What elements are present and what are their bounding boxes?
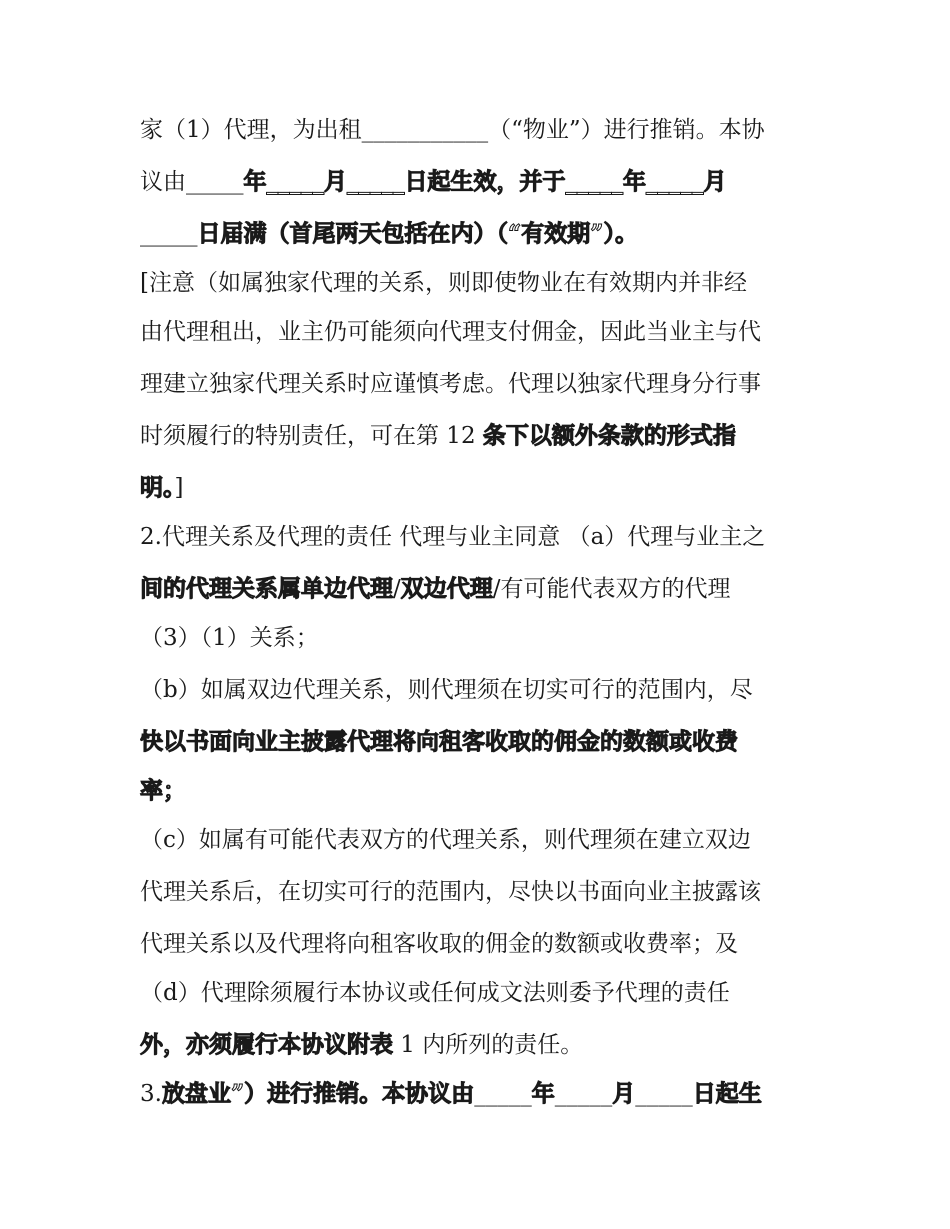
text-span: 由代理租出，业主仍可能须向代理支付佣金，因此当业主与代: [140, 319, 761, 345]
text-span: （3）（1）关系；: [140, 625, 319, 651]
text-span: _____: [474, 1081, 532, 1107]
text-span: [注意（如属独家代理的关系，则即使物业在有效期内并非经: [140, 270, 747, 296]
text-line: [140, 219, 638, 249]
text-line: [140, 369, 761, 399]
outlined-text-span: 放盘业”）进行推销。本协议由: [161, 1080, 475, 1107]
outlined-text-span: 明。: [140, 474, 175, 501]
outlined-text-span: 快以书面向业主披露代理将向租客收取的佣金的数额或收费: [140, 728, 738, 755]
outlined-text-span: 日届满（首尾两天包括在内）（“有效期”）。: [197, 220, 638, 247]
text-line: [140, 825, 751, 855]
outlined-text-span: 条下以额外条款的形式指: [482, 422, 736, 449]
text-span: 代理关系以及代理将向租客收取的佣金的数额或收费率；及: [140, 931, 738, 957]
text-span: _____: [554, 1081, 613, 1107]
text-line: [140, 268, 747, 298]
text-span: 理建立独家代理关系时应谨慎考虑。代理以独家代理身分行事: [140, 371, 761, 397]
text-span: 时须履行的特别责任，可在第 12: [140, 423, 483, 449]
text-line: [140, 675, 753, 705]
outlined-text-span: 率；: [140, 777, 186, 804]
text-span: 代理关系后，在切实可行的范围内，尽快以书面向业主披露该: [140, 879, 761, 905]
text-line: [140, 522, 765, 552]
outlined-text-span: 外，亦须履行本协议附表: [140, 1031, 393, 1058]
text-line: [140, 727, 738, 757]
text-span: ]: [174, 475, 184, 501]
text-line: [140, 167, 727, 197]
text-line: [140, 421, 736, 451]
text-span: /有可能代表双方的代理: [492, 576, 731, 602]
text-line: [140, 1030, 583, 1060]
outlined-text-span: 间的代理关系属单边代理: [140, 575, 393, 602]
text-span: （d）代理除须履行本协议或任何成文法则委予代理的责任: [140, 980, 730, 1006]
outlined-text-span: 日起生: [692, 1080, 762, 1107]
text-line: [140, 1079, 762, 1109]
text-line: [140, 776, 186, 806]
text-line: [140, 473, 183, 503]
text-span: _____: [635, 1081, 693, 1107]
text-line: [140, 877, 761, 907]
text-span: _____: [140, 221, 198, 247]
text-line: [140, 929, 738, 959]
outlined-text-span: 年: [531, 1080, 555, 1107]
text-line: [140, 574, 731, 604]
outlined-text-span: 月: [612, 1080, 636, 1107]
text-line: [140, 115, 765, 145]
text-span: （c）如属有可能代表双方的代理关系，则代理须在建立双边: [140, 827, 751, 853]
text-span: 议由_____: [140, 169, 244, 195]
text-span: （b）如属双边代理关系，则代理须在切实可行的范围内，尽: [140, 677, 753, 703]
outlined-text-span: 年_____月_____日起生效，并于_____年_____月: [243, 168, 727, 195]
text-span: 2.代理关系及代理的责任 代理与业主同意 （a）代理与业主之: [140, 524, 766, 550]
outlined-text-span: 双边代理: [400, 575, 493, 602]
text-span: 1 内所列的责任。: [393, 1032, 584, 1058]
text-line: [140, 317, 761, 347]
text-span: /: [393, 576, 401, 602]
text-span: 家（1）代理，为出租___________（“物业”）进行推销。本协: [140, 117, 765, 143]
text-line: [140, 978, 730, 1008]
text-span: 3.: [140, 1081, 162, 1107]
text-line: [140, 623, 319, 653]
